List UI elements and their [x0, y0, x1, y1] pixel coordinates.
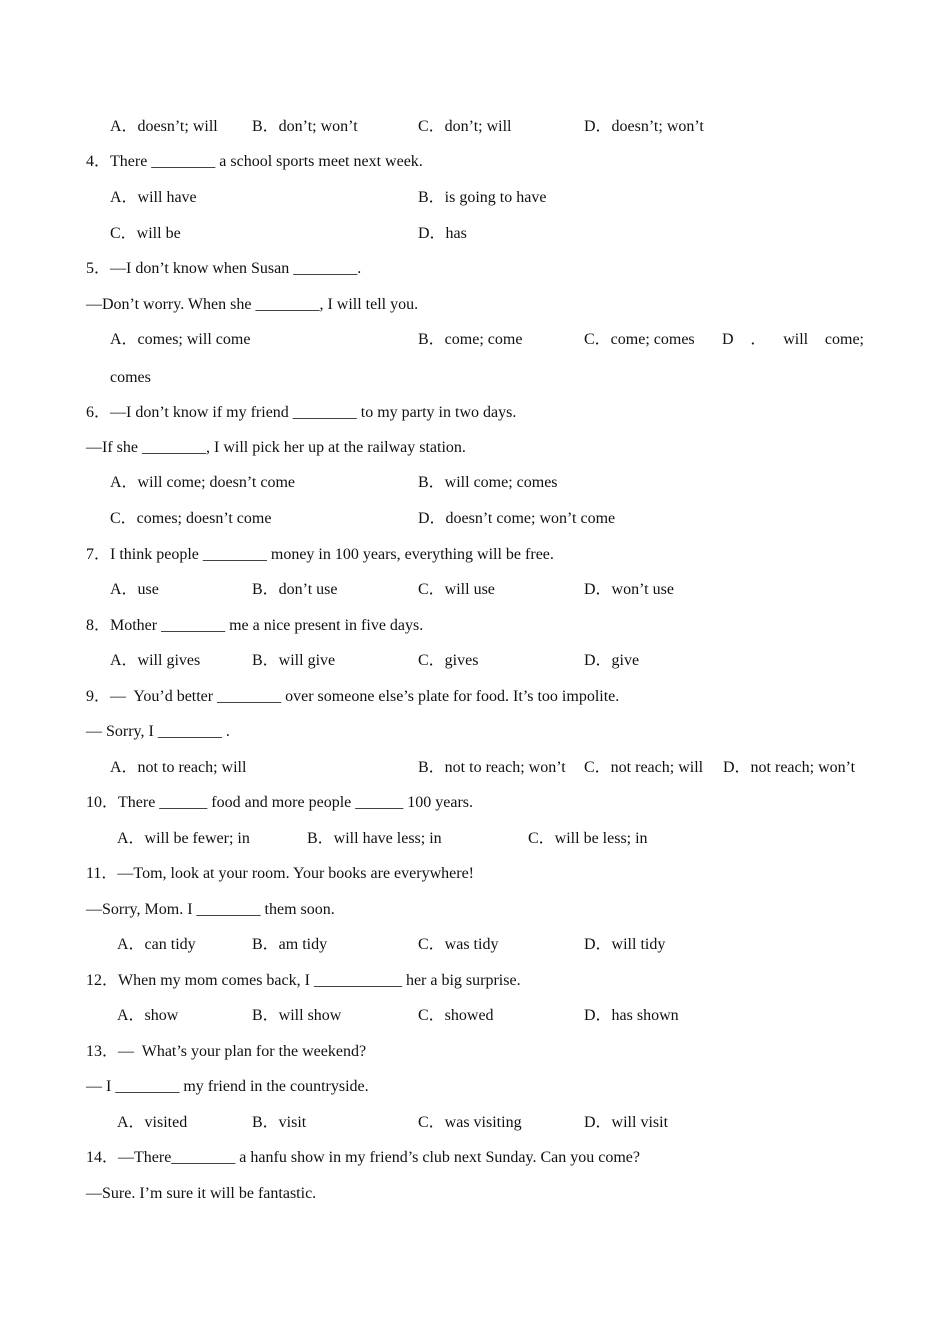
q11-option-a: A．can tidy [117, 936, 196, 953]
q10-option-c: C．will be less; in [528, 830, 648, 847]
q4-option-a: A．will have [110, 189, 197, 206]
q7-stem: 7．I think people ________ money in 100 years, everything will be free. [86, 546, 554, 563]
q5-option-d-word1: will [783, 331, 809, 348]
q13-option-d: D．will visit [584, 1114, 669, 1131]
q5-option-c: C．come; comes [584, 331, 695, 348]
q11-reply: —Sorry, Mom. I ________ them soon. [86, 901, 335, 918]
q5-stem: 5．—I don’t know when Susan ________. [86, 260, 362, 277]
q7-option-a: A．use [110, 581, 159, 598]
q3-option-b: B．don’t; won’t [252, 118, 358, 135]
q8-option-d: D．give [584, 652, 640, 669]
q6-option-a: A．will come; doesn’t come [110, 474, 296, 491]
q12-option-b: B．will show [252, 1007, 342, 1024]
q4-option-d: D．has [418, 225, 467, 242]
q11-option-d: D．will tidy [584, 936, 666, 953]
q5-option-d-letter: D [722, 331, 734, 348]
q11-option-c: C．was tidy [418, 936, 499, 953]
q6-option-c: C．comes; doesn’t come [110, 510, 272, 527]
q4-option-b: B．is going to have [418, 189, 547, 206]
q9-option-d: D．not reach; won’t [723, 759, 856, 776]
q8-option-a: A．will gives [110, 652, 201, 669]
q8-option-b: B．will give [252, 652, 336, 669]
q14-stem: 14．—There________ a hanfu show in my friend’s club next Sunday. Can you come? [86, 1149, 640, 1166]
q3-option-a: A．doesn’t; will [110, 118, 218, 135]
q7-option-d: D．won’t use [584, 581, 674, 598]
q9-option-b: B．not to reach; won’t [418, 759, 566, 776]
q7-option-b: B．don’t use [252, 581, 338, 598]
q4-stem: 4．There ________ a school sports meet next week. [86, 153, 423, 170]
q6-reply: —If she ________, I will pick her up at the railway station. [86, 439, 466, 456]
q13-option-a: A．visited [117, 1114, 188, 1131]
q8-stem: 8．Mother ________ me a nice present in five days. [86, 617, 424, 634]
q12-option-c: C．showed [418, 1007, 494, 1024]
q9-option-a: A．not to reach; will [110, 759, 247, 776]
q6-option-d: D．doesn’t come; won’t come [418, 510, 616, 527]
q11-stem: 11．—Tom, look at your room. Your books are everywhere! [86, 865, 474, 882]
q5-option-a: A．comes; will come [110, 331, 251, 348]
q12-option-a: A．show [117, 1007, 179, 1024]
q8-option-c: C．gives [418, 652, 479, 669]
q5-option-d [722, 330, 864, 350]
q5-option-d-word2: come; [824, 331, 864, 348]
q13-option-c: C．was visiting [418, 1114, 522, 1131]
q12-option-d: D．has shown [584, 1007, 679, 1024]
q13-option-b: B．visit [252, 1114, 307, 1131]
q14-reply: —Sure. I’m sure it will be fantastic. [86, 1185, 317, 1202]
q10-stem: 10．There ______ food and more people ______ 100 years. [86, 794, 474, 811]
q5-option-b: B．come; come [418, 331, 523, 348]
q5-option-d-continued: comes [110, 369, 151, 386]
q10-option-a: A．will be fewer; in [117, 830, 250, 847]
q5-reply: —Don’t worry. When she ________, I will tell you. [86, 296, 419, 313]
q5-option-d-dot: ． [750, 331, 767, 348]
q4-option-c: C．will be [110, 225, 181, 242]
q11-option-b: B．am tidy [252, 936, 328, 953]
q7-option-c: C．will use [418, 581, 495, 598]
q3-option-c: C．don’t; will [418, 118, 512, 135]
q13-reply: — I ________ my friend in the countryside. [86, 1078, 369, 1095]
q6-option-b: B．will come; comes [418, 474, 558, 491]
q6-stem: 6．—I don’t know if my friend ________ to my party in two days. [86, 404, 517, 421]
q9-option-c: C．not reach; will [584, 759, 704, 776]
q9-reply: — Sorry, I ________ . [86, 723, 230, 740]
q9-stem: 9．— You’d better ________ over someone else’s plate for food. It’s too impolite. [86, 688, 620, 705]
q12-stem: 12．When my mom comes back, I ___________ her a big surprise. [86, 972, 521, 989]
q13-stem: 13．— What’s your plan for the weekend? [86, 1043, 367, 1060]
q3-option-d: D．doesn’t; won’t [584, 118, 704, 135]
q10-option-b: B．will have less; in [307, 830, 442, 847]
